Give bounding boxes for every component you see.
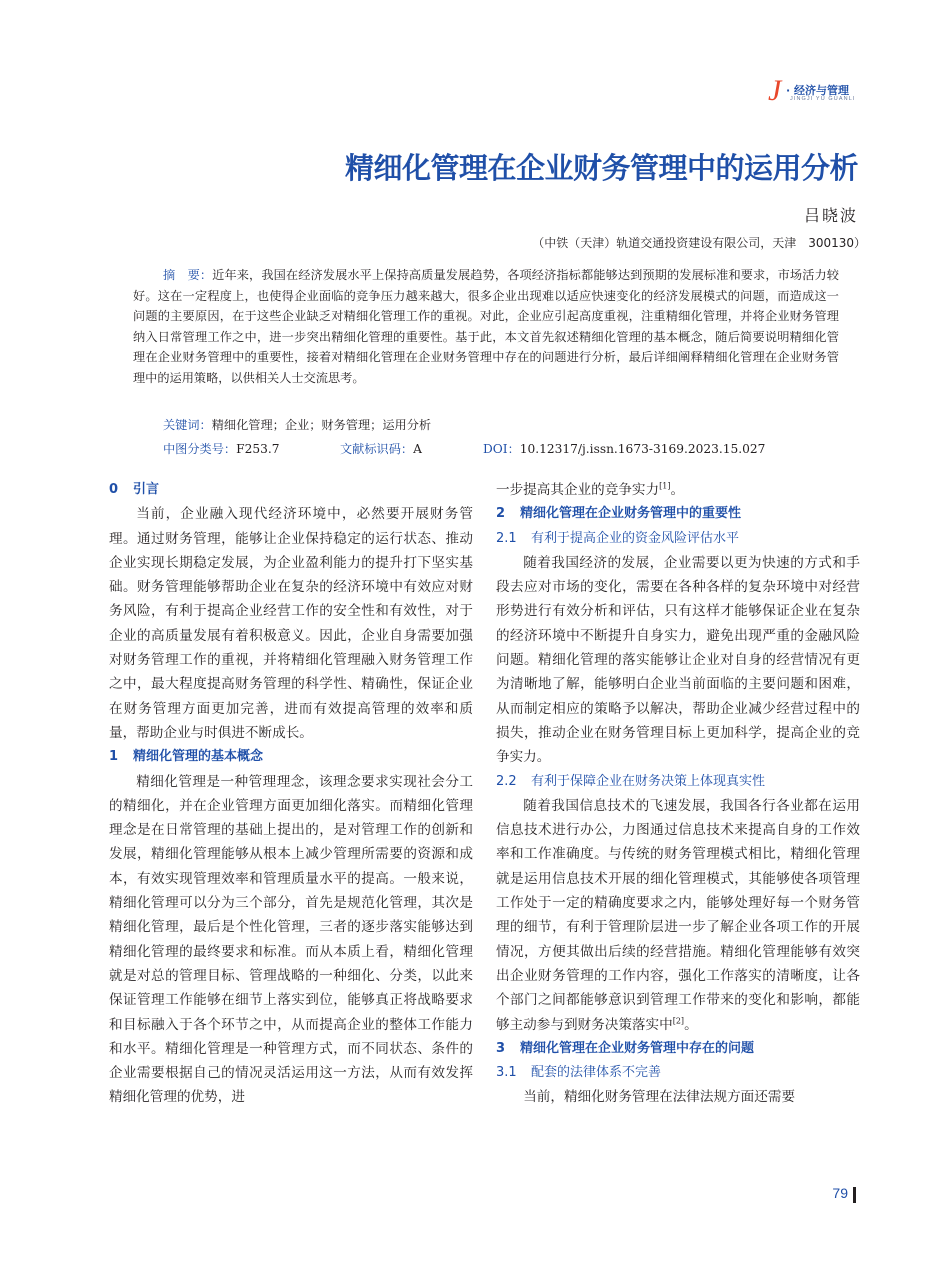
doc-code-label: 文献标识码：: [340, 442, 414, 456]
subsection-number: 2.2: [496, 773, 517, 789]
paragraph: 精细化管理是一种管理理念，该理念要求实现社会分工的精细化，并在企业管理方面更加细化落实。而精细化管理理念是在日常管理的基础上提出的，是对管理工作的创新和发展，精细化管理能够从根本上减少管理所需要的资源和成本，有效实现管理效率和管理质量水平的提高。一般来说，精细化管理可以分为三个部分，首先是规范化管理，其次是精细化管理，最后是个性化管理，三者的逐步落实能够达到精细化管理的最终要求和标准。而从本质上看，精细化管理就是对总的管理目标、管理战略的一种细化、分类，以此来保证管理工作能够在细节上落实到位，能够真正将战略要求和目标融入于各个环节之中，从而提高企业的整体工作能力和水平。精细化管理是一种管理方式，而不同状态、条件的企业需要根据自己的情况灵活运用这一方法，从而有效发挥精细化管理的优势，进: [109, 773, 473, 1106]
page-number-bar: [853, 1187, 856, 1203]
left-column: [109, 478, 473, 1110]
section-title: 精细化管理在企业财务管理中的重要性: [520, 506, 742, 522]
clc-label: 中图分类号：: [163, 442, 237, 456]
page-number-text: 79: [832, 1185, 848, 1201]
doc-code-item: [340, 440, 422, 457]
abstract-text: 近年来，我国在经济发展水平上保持高质量发展趋势，各项经济指标都能够达到预期的发展标准和要求，市场活力较好。这在一定程度上，也使得企业面临的竞争压力越来越大，很多企业出现难以适应快速变化的经济发展模式的问题，而造成这一问题的主要原因，在于这些企业缺乏对精细化管理工作的重视。对此，企业应引起高度重视，注重精细化管理，并将企业财务管理纳入日常管理工作之中，进一步突出精细化管理的重要性。基于此，本文首先叙述精细化管理的基本概念，随后简要说明精细化管理在企业财务管理中的重要性，接着对精细化管理在企业财务管理中存在的问题进行分析，最后详细阐释精细化管理在企业财务管理中的运用策略，以供相关人士交流思考。: [133, 268, 839, 385]
paragraph: [496, 794, 860, 1037]
logo-letter: J: [768, 74, 782, 107]
clc-item: [163, 440, 279, 457]
page-number: [818, 1185, 856, 1207]
keywords: [163, 416, 431, 433]
subsection-title: 配套的法律体系不完善: [531, 1065, 662, 1081]
subsection-number: 3.1: [496, 1065, 517, 1081]
continued-paragraph: [496, 478, 860, 502]
abstract-label: 摘 要：: [163, 268, 213, 282]
paragraph: 随着我国经济的发展，企业需要以更为快速的方式和手段去应对市场的变化，需要在各种各样的复杂环境中对经营形势进行有效分析和评估，只有这样才能够保证企业在复杂的经济环境中不断提升自身实力，避免出现严重的金融风险问题。精细化管理的落实能够让企业对自身的经营情况有更为清晰地了解，能够明白企业当前面临的主要问题和困难，从而制定相应的策略予以解决，帮助企业减少经营过程中的损失，推动企业在财务管理目标上更加科学，提高企业的竞争实力。: [496, 554, 860, 766]
subsection-title: 有利于提高企业的资金风险评估水平: [531, 530, 740, 546]
author-affiliation: （中铁（天津）轨道交通投资建设有限公司，天津 300130）: [532, 236, 866, 250]
paragraph-text: 随着我国信息技术的飞速发展，我国各行各业都在运用信息技术进行办公，力图通过信息技术来提高自身的工作效率和工作准确度。与传统的财务管理模式相比，精细化管理就是运用信息技术开展的细化管理模式，其能够使各项管理工作处于一定的精确度要求之内，能够处理好每一个财务管理的细节，有利于管理阶层进一步了解企业各项工作的开展情况，方便其做出后续的经营措施。精细化管理能够有效突出企业财务管理的工作内容，强化工作落实的清晰度，让各个部门之间都能够意识到管理工作带来的变化和影响，都能够主动参与到财务决策落实中: [496, 797, 860, 1033]
section-number: 2: [496, 506, 506, 522]
paragraph: 当前，精细化财务管理在法律法规方面还需要: [523, 1089, 796, 1106]
section-number: 3: [496, 1040, 506, 1056]
section-2-heading: [496, 502, 860, 526]
paragraph-end: 。: [684, 1016, 698, 1033]
section-0-heading: [109, 478, 473, 502]
doi-value: 10.12317/j.issn.1673-3169.2023.15.027: [519, 442, 766, 456]
paragraph: 当前，企业融入现代经济环境中，必然要开展财务管理。通过财务管理，能够让企业保持稳定的运行状态、推动企业实现长期稳定发展，为企业盈利能力的提升打下坚实基础。财务管理能够帮助企业在复杂的经济环境中有效应对财务风险，有利于提高企业经营工作的安全性和有效性，对于企业的高质量发展有着积极意义。因此，企业自身需要加强对财务管理工作的重视，并将精细化管理融入财务管理工作之中，最大程度提高财务管理的科学性、精确性，保证企业在财务管理方面更加完善，进而有效提高管理的效率和质量，帮助企业与时俱进不断成长。: [109, 506, 473, 741]
section-3-1-heading: [496, 1061, 860, 1085]
paragraph-text: 一步提高其企业的竞争实力: [496, 482, 660, 498]
paragraph-end: 。: [670, 482, 685, 498]
citation: [1]: [659, 481, 671, 491]
section-title: 精细化管理的基本概念: [133, 749, 264, 765]
doi-label: DOI：: [483, 442, 520, 456]
journal-logo: [768, 74, 868, 107]
abstract: [133, 265, 839, 388]
subsection-number: 2.1: [496, 530, 517, 546]
logo-pinyin: JINGJI YU GUANLI: [790, 96, 856, 102]
logo-column-name: · 经济与管理: [786, 84, 850, 97]
doc-code-value: A: [413, 442, 422, 456]
section-2-1-heading: [496, 527, 860, 551]
keywords-text: 精细化管理；企业；财务管理；运用分析: [211, 418, 432, 432]
article-title: 精细化管理在企业财务管理中的运用分析: [344, 151, 858, 185]
subsection-title: 有利于保障企业在财务决策上体现真实性: [531, 773, 766, 789]
right-column: [496, 478, 860, 1110]
section-title: 精细化管理在企业财务管理中存在的问题: [520, 1040, 755, 1056]
section-1-heading: [109, 745, 473, 769]
section-title: 引言: [133, 482, 160, 497]
doi-item: [483, 440, 765, 457]
section-number: 0: [109, 482, 119, 497]
section-2-2-heading: [496, 770, 860, 794]
author-name: 吕晓波: [803, 206, 858, 225]
section-3-heading: [496, 1037, 860, 1061]
citation: [2]: [672, 1016, 685, 1025]
keywords-label: 关键词：: [163, 418, 212, 432]
section-number: 1: [109, 749, 119, 765]
clc-value: F253.7: [236, 442, 280, 456]
